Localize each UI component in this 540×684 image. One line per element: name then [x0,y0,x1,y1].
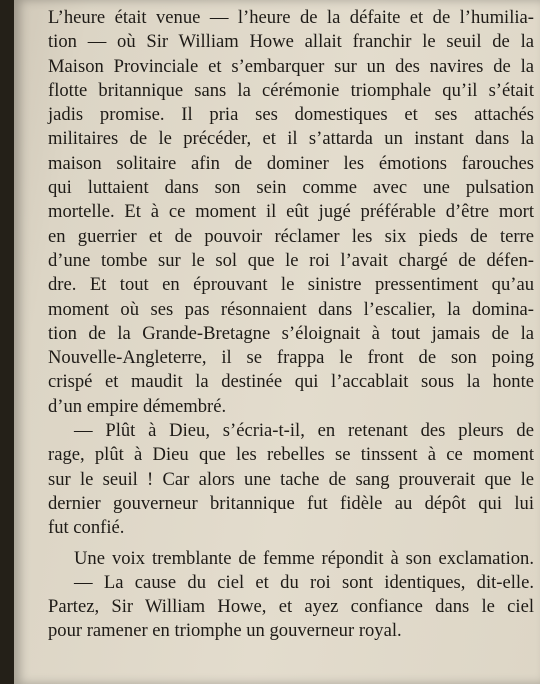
text-line: sur le seuil ! Car alors une tache de sang prouverait que le [48,468,534,490]
page-text [48,6,534,644]
text-line: dre. Et tout en éprouvant le sinistre pressentiment qu’au [48,274,534,296]
text-line: mortelle. Et à ce moment il eût jugé préférable d’être mort [48,201,534,223]
text-line: flotte britannique sans la cérémonie triomphale qu’il s’était [48,79,534,101]
text-line: fut confié. [48,517,125,539]
text-line: en guerrier et de pouvoir réclamer les six pieds de terre [48,225,534,247]
text-line: maison solitaire afin de dominer les émotions farouches [48,152,534,174]
text-line: jadis promise. Il pria ses domestiques et ses attachés [48,104,534,126]
text-line: dernier gouverneur britannique fut fidèle au dépôt qui lui [48,492,534,514]
text-line: pour ramener en triomphe un gouverneur royal. [48,620,402,642]
text-line: L’heure était venue — l’heure de la défaite et de l’humilia- [48,7,534,28]
text-line: — Plût à Dieu, s’écria-t-il, en retenant des pleurs de [74,420,534,442]
text-line: Nouvelle-Angleterre, il se frappa le front de son poing [48,347,534,369]
text-line: Une voix tremblante de femme répondit à son exclamation. [74,547,534,569]
text-line: qui luttaient dans son sein comme avec une pulsation [48,177,534,199]
book-page [14,0,540,684]
text-line: d’une tombe sur le sol que le roi l’avait chargé de défen- [48,249,534,271]
text-line: — La cause du ciel et du roi sont identiques, dit-elle. [74,571,534,593]
text-line: Maison Provinciale et s’embarquer sur un des navires de la [48,55,534,77]
text-line: militaires de le précéder, et il s’attarda un instant dans la [48,128,534,150]
text-line: Partez, Sir William Howe, et ayez confiance dans le ciel [48,596,534,618]
text-line: rage, plût à Dieu que les rebelles se tinssent à ce moment [48,444,534,466]
text-line: tion de la Grande-Bretagne s’éloignait à tout jamais de la [48,322,534,344]
text-line: tion — où Sir William Howe allait franchir le seuil de la [48,31,534,53]
text-line: d’un empire démembré. [48,395,227,417]
text-line: crispé et maudit la destinée qui l’accablait sous la honte [48,371,534,393]
text-line: moment où ses pas résonnaient dans l’escalier, la domina- [48,298,534,320]
